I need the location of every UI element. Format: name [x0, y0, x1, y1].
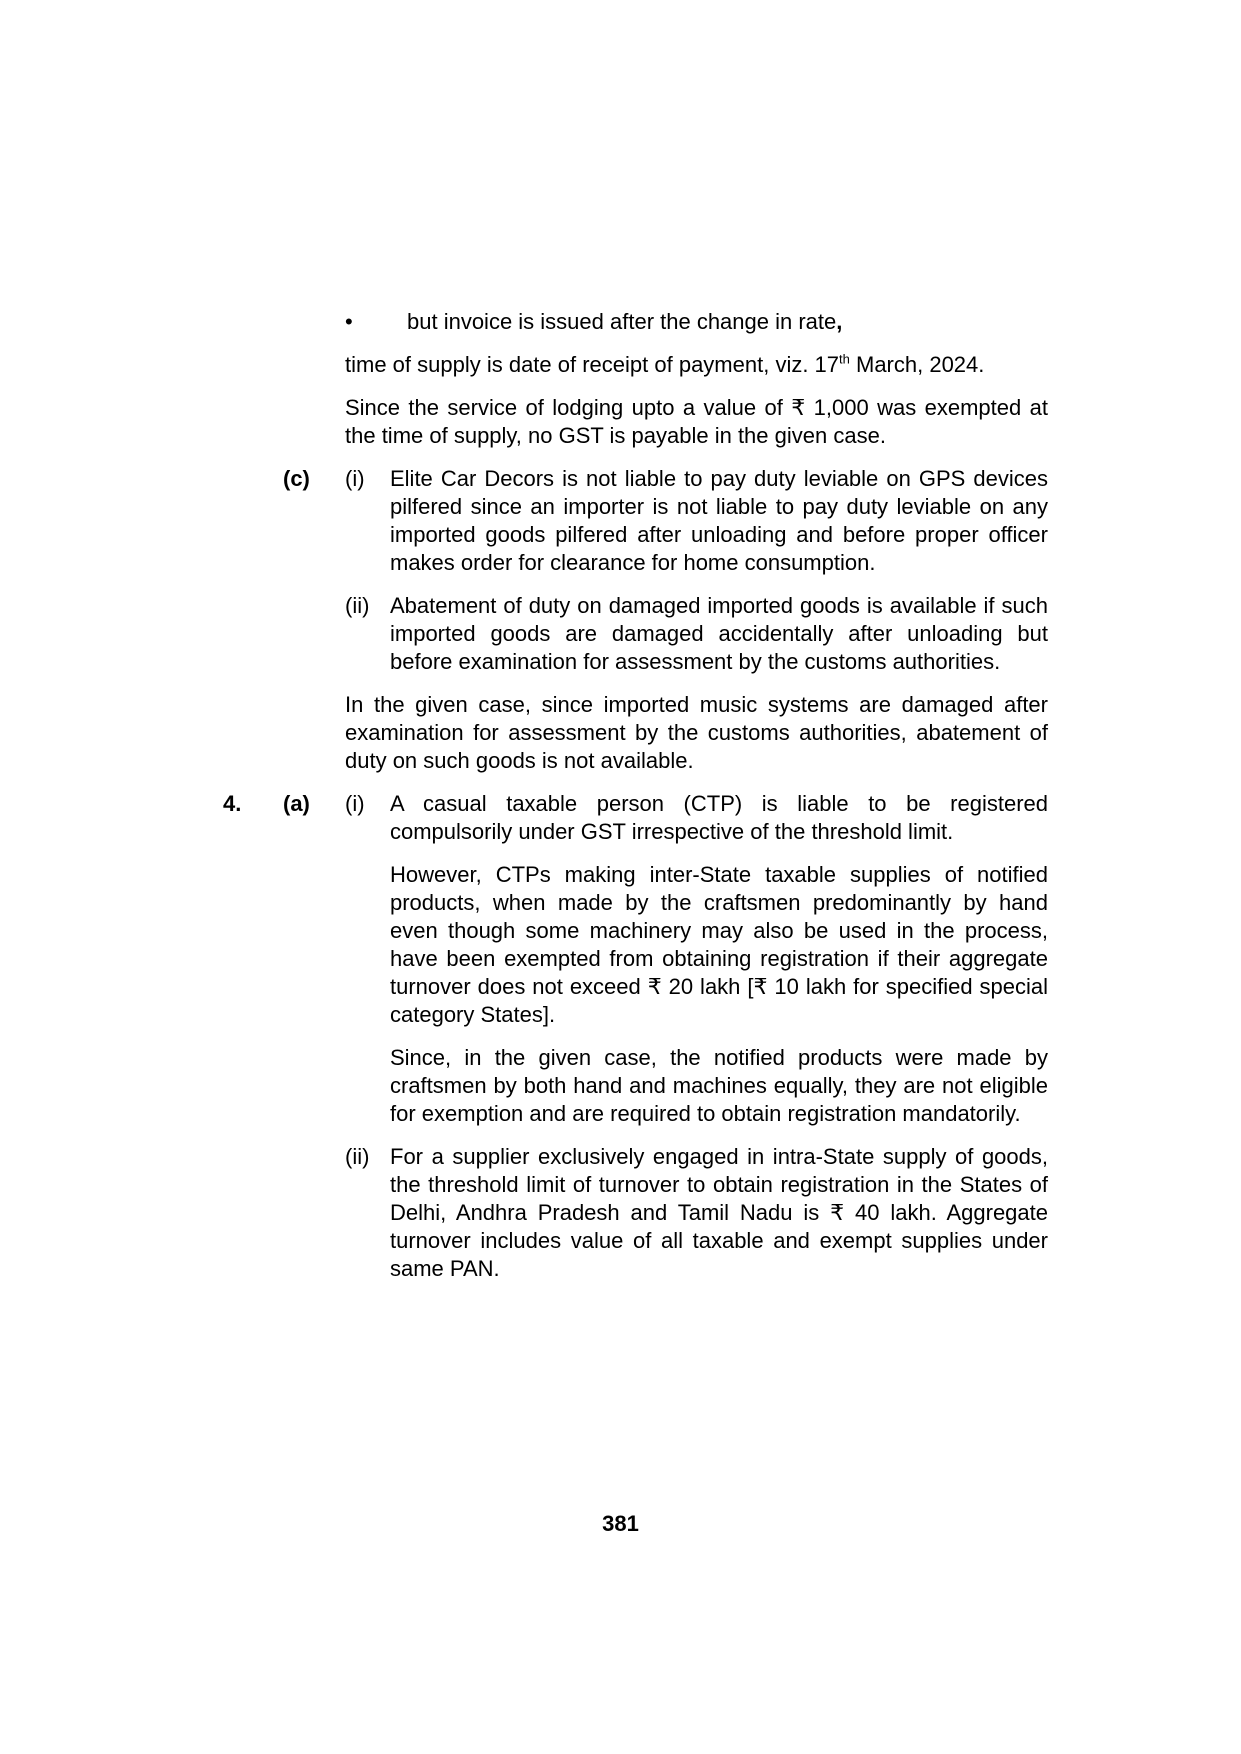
- question-4-item-i-para3: Since, in the given case, the notified products were made by craftsmen by both hand and machines equally, they are not eligible for exemption and are required to obtain registration mandatorily.: [390, 1045, 1048, 1126]
- item-ii-label: (ii): [345, 593, 370, 618]
- number-column-spacer: [223, 1143, 283, 1283]
- number-column-spacer: [223, 465, 283, 577]
- document-content: [223, 308, 1048, 1298]
- time-of-supply-pre: time of supply is date of receipt of payment, viz. 17: [345, 352, 840, 377]
- question-4-number: 4.: [223, 791, 242, 816]
- part-a-label: (a): [283, 791, 310, 816]
- page-number: 381: [602, 1511, 639, 1536]
- number-column-spacer: [223, 592, 283, 676]
- time-of-supply-paragraph: [345, 351, 1048, 379]
- letter-column-spacer: [283, 1143, 345, 1283]
- item-i-label: (i): [345, 791, 365, 816]
- bullet-text: [407, 308, 1048, 336]
- part-c-label: (c): [283, 466, 310, 491]
- letter-column-spacer: [283, 592, 345, 676]
- part-c-item-ii: [223, 592, 1048, 676]
- bullet-line: [345, 308, 1048, 336]
- question-4-item-i-para1: A casual taxable person (CTP) is liable to be registered compulsorily under GST irrespective of the threshold limit.: [390, 791, 1048, 844]
- no-gst-paragraph: Since the service of lodging upto a value of ₹ 1,000 was exempted at the time of supply, no GST is payable in the given case.: [345, 395, 1048, 448]
- part-c-item-i-text: Elite Car Decors is not liable to pay duty leviable on GPS devices pilfered since an importer is not liable to pay duty leviable on any imported goods pilfered after unloading and before proper officer makes order for clearance for home consumption.: [390, 466, 1048, 575]
- part-c-item-i: [223, 465, 1048, 577]
- part-c-item-ii-text: Abatement of duty on damaged imported goods is available if such imported goods are damaged accidentally after unloading but before examination for assessment by the customs authorities.: [390, 593, 1048, 674]
- bullet-text-bold-comma: ,: [836, 309, 843, 334]
- question-4-item-ii: [223, 1143, 1048, 1283]
- question-4-item-i-para2: However, CTPs making inter-State taxable supplies of notified products, when made by the craftsmen predominantly by hand even though some machinery may also be used in the process, have been exempted from obtaining registration if their aggregate turnover does not exceed ₹ 20 lakh [₹ 10 lakh for specified special category States].: [390, 862, 1048, 1027]
- bullet-text-main: but invoice is issued after the change in rate: [407, 309, 837, 334]
- question-4-item-i: [223, 790, 1048, 846]
- ordinal-superscript: th: [839, 351, 850, 367]
- part-c-conclusion-paragraph: In the given case, since imported music systems are damaged after examination for assessment by the customs authorities, abatement of duty on such goods is not available.: [345, 692, 1048, 773]
- item-ii-label: (ii): [345, 1144, 370, 1169]
- bullet-icon: •: [345, 309, 353, 334]
- item-i-label: (i): [345, 466, 365, 491]
- time-of-supply-post: March, 2024.: [849, 352, 985, 377]
- question-4-item-ii-text: For a supplier exclusively engaged in intra-State supply of goods, the threshold limit of turnover to obtain registration in the States of Delhi, Andhra Pradesh and Tamil Nadu is ₹ 40 lakh. Aggregate turnover includes value of all taxable and exempt supplies under same PAN.: [390, 1144, 1048, 1281]
